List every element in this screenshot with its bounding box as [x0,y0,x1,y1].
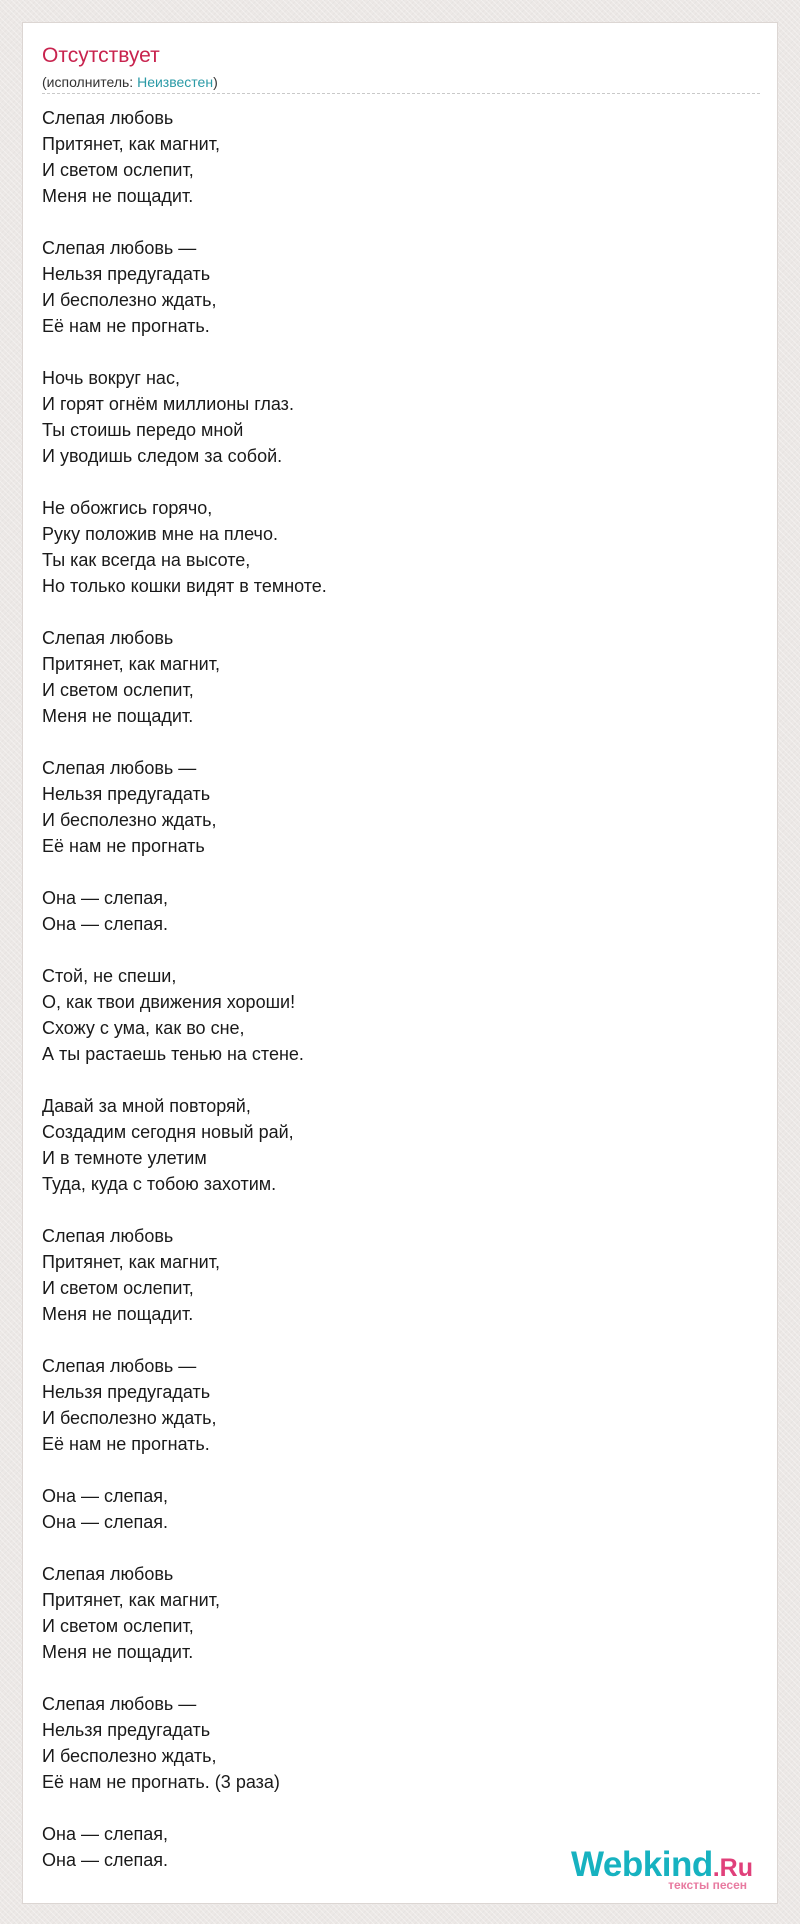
stanza-gap [42,937,742,963]
logo-wordmark: Webkind [571,1845,713,1884]
stanza-gap [42,1197,742,1223]
lyric-line: Она — слепая. [42,914,168,934]
title-divider [42,93,760,94]
stanza-gap [42,1067,742,1093]
stanza [42,1691,742,1795]
stanza-gap [42,599,742,625]
stanza [42,105,742,209]
lyric-line: Её нам не прогнать. (3 раза) [42,1772,280,1792]
stanza-gap [42,1457,742,1483]
lyric-line: Она — слепая. [42,1512,168,1532]
stanza [42,365,742,469]
stanza-gap [42,729,742,755]
lyric-line: Её нам не прогнать. [42,316,210,336]
lyric-line: Слепая любовь — [42,238,197,258]
song-title: Отсутствует [42,44,160,67]
stanza [42,1223,742,1327]
stanza [42,755,742,859]
lyric-line: И уводишь следом за собой. [42,446,283,466]
lyric-line: Притянет, как магнит, [42,1252,220,1272]
lyric-line: Слепая любовь — [42,1356,197,1376]
stanza-gap [42,469,742,495]
lyric-line: А ты растаешь тенью на стене. [42,1044,304,1064]
lyric-line: И горят огнём миллионы глаз. [42,394,294,414]
lyric-line: Нельзя предугадать [42,1382,211,1402]
stanza-gap [42,339,742,365]
lyric-line: Ты стоишь передо мной [42,420,244,440]
lyric-line: Туда, куда с тобою захотим. [42,1174,277,1194]
lyric-line: И светом ослепит, [42,1278,194,1298]
stanza-gap [42,1665,742,1691]
artist-link[interactable]: Неизвестен [137,74,214,90]
lyric-line: Нельзя предугадать [42,1720,211,1740]
lyric-line: Она — слепая, [42,1824,168,1844]
lyric-line: Её нам не прогнать [42,836,205,856]
stanza-gap [42,1795,742,1821]
stanza [42,1353,742,1457]
lyric-line: Слепая любовь [42,1564,174,1584]
stanza [42,1093,742,1197]
lyric-line: Притянет, как магнит, [42,1590,220,1610]
lyric-line: Создадим сегодня новый рай, [42,1122,294,1142]
stanza [42,885,742,937]
lyric-line: Она — слепая, [42,888,168,908]
lyric-line: Меня не пощадит. [42,1304,194,1324]
lyric-line: Схожу с ума, как во сне, [42,1018,245,1038]
lyrics-card [22,22,778,1904]
lyric-line: Она — слепая. [42,1850,168,1870]
lyric-line: И светом ослепит, [42,160,194,180]
lyric-line: Давай за мной повторяй, [42,1096,251,1116]
lyric-line: Руку положив мне на плечо. [42,524,278,544]
lyric-line: Меня не пощадит. [42,706,194,726]
lyric-line: Нельзя предугадать [42,784,211,804]
lyric-line: Меня не пощадит. [42,186,194,206]
lyric-line: И в темноте улетим [42,1148,207,1168]
lyric-line: Стой, не спеши, [42,966,177,986]
stanza [42,1483,742,1535]
stanza [42,235,742,339]
lyric-line: О, как твои движения хороши! [42,992,296,1012]
lyric-line: Слепая любовь — [42,758,197,778]
lyric-line: Она — слепая, [42,1486,168,1506]
lyric-line: Притянет, как магнит, [42,654,220,674]
lyric-line: Меня не пощадит. [42,1642,194,1662]
lyric-line: Притянет, как магнит, [42,134,220,154]
lyric-line: И бесполезно ждать, [42,290,217,310]
lyric-line: Ночь вокруг нас, [42,368,180,388]
stanza [42,625,742,729]
stanza-gap [42,1327,742,1353]
lyric-line: Слепая любовь [42,108,174,128]
lyric-line: Не обожгись горячо, [42,498,213,518]
stanza [42,495,742,599]
lyric-line: И светом ослепит, [42,1616,194,1636]
lyric-line: Слепая любовь [42,628,174,648]
lyric-line: Её нам не прогнать. [42,1434,210,1454]
lyric-line: Слепая любовь [42,1226,174,1246]
stanza-gap [42,209,742,235]
lyric-line: И светом ослепит, [42,680,194,700]
logo-tagline: тексты песен [668,1878,747,1892]
stanza-gap [42,859,742,885]
site-logo[interactable] [571,1845,753,1892]
lyric-line: Ты как всегда на высоте, [42,550,251,570]
lyric-line: И бесполезно ждать, [42,1746,217,1766]
lyric-line: Но только кошки видят в темноте. [42,576,327,596]
lyric-line: И бесполезно ждать, [42,810,217,830]
stanza-gap [42,1535,742,1561]
artist-line [42,73,218,91]
stanza [42,1561,742,1665]
artist-prefix: (исполнитель: [42,74,138,90]
logo-tld: .Ru [712,1854,753,1882]
stanza [42,963,742,1067]
lyric-line: И бесполезно ждать, [42,1408,217,1428]
artist-suffix: ) [213,74,218,90]
lyrics-body [42,105,742,1873]
lyric-line: Слепая любовь — [42,1694,197,1714]
lyric-line: Нельзя предугадать [42,264,211,284]
